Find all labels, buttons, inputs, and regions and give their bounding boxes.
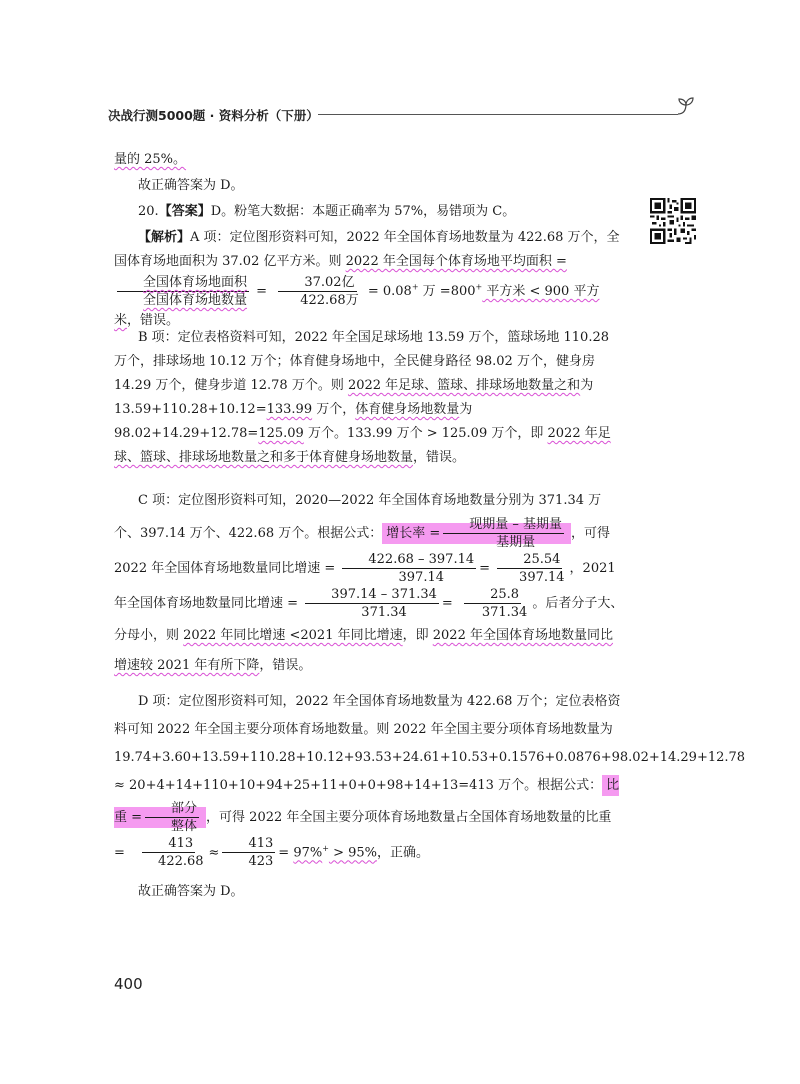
fraction-2022-growth-simplified bbox=[493, 551, 567, 586]
option-b-text: 为 13.59+110.28+10.12= bbox=[114, 378, 594, 417]
fraction-proportion-approx bbox=[222, 835, 275, 870]
option-c-underline: 2022 年全国体育场地数量同比增速较 2021 年有所下降 bbox=[114, 628, 613, 673]
question-number: 20. bbox=[138, 204, 159, 219]
formula-label: 比重 = bbox=[114, 778, 620, 825]
formula-fraction bbox=[145, 800, 199, 835]
option-d-underline: 97% bbox=[293, 845, 323, 861]
fraction-area-per-venue bbox=[117, 274, 249, 309]
option-c-analysis: C 项：定位图形资料可知，2020—2022 年全国体育场地数量分别为 371.34 万个、397.14 万个、422.68 万个。根据公式： 增长率 = $\frac{\text{现期量 – 基期量}}{\text{基期量}}$ ，可得 2022 年全国体育场地数量同比增速 = $\frac{422.68 - 397.14}{397.14}$ = $\frac{25.54}{397.14}$ ，2021 年全国体育场地数量同比增速 = $\frac{397.14 - 371.34}{371.34}$ = $\frac{25.8}{371.34}$ 。后者分子大、分母小，则 2022 年同比增速 <2021 年同比增速，即 2022 年全国体育场地数量同比增速较 2021 年有所下降，错误。 bbox=[114, 493, 624, 673]
option-a-result: = 0.08 bbox=[367, 284, 412, 299]
option-d-analysis bbox=[114, 688, 746, 870]
question-20-answer bbox=[114, 200, 624, 224]
option-b-underline: 2022 年足球、篮球、排球场地数量之和多于体育健身场地数量 bbox=[114, 426, 611, 465]
fraction-numerator: 422.68 – 397.14 bbox=[342, 551, 476, 569]
option-b-underline: 133.99 bbox=[266, 402, 313, 417]
growth-rate-formula bbox=[382, 517, 571, 550]
option-d-text: D 项：定位图形资料可知，2022 年全国体育场地数量为 422.68 万个；定位表格资料可知 2022 年全国主要分项体育场地数量。则 2022 年全国主要分项体育场地数量为 19.74+3.60+13.59+110.28+10.12+93.53+24.61+10.53+0.1576+0.0876+98.02+14.29+12.78 ≈ 20+4+14+110+10+94+25+11+0+0+98+14+13=413 万个。根据公式： bbox=[114, 694, 746, 793]
book-title: 决战行测5000题 · 资料分析（下册） bbox=[108, 108, 319, 123]
option-b-text: B 项：定位表格资料可知，2022 年全国足球场地 13.59 万个，篮球场地 110.28 万个，排球场地 10.12 万个；体育健身场地中，全民健身路径 98.02 万个，健身房 14.29 万个，健身步道 12.78 万个。则 bbox=[114, 330, 610, 393]
formula-fraction bbox=[443, 516, 564, 551]
option-d-conclusion: ，正确。 bbox=[377, 845, 430, 861]
fraction-denominator: 371.34 bbox=[481, 605, 528, 620]
option-a-conclusion: ，错误。 bbox=[127, 313, 180, 328]
option-c-text: ，可得 2022 年全国体育场地数量同比增速 = bbox=[114, 526, 611, 576]
option-b-text: 万个。133.99 万个 > 125.09 万个，即 bbox=[303, 426, 548, 441]
fraction-denominator: 397.14 bbox=[398, 570, 445, 585]
paragraph-continuation bbox=[114, 148, 624, 172]
option-c-text: C 项：定位图形资料可知，2020—2022 年全国体育场地数量分别为 371.34 万个、397.14 万个、422.68 万个。根据公式： bbox=[114, 493, 602, 541]
header-rule bbox=[318, 114, 678, 115]
fraction-denominator: 基期量 bbox=[496, 535, 536, 550]
sprout-icon bbox=[674, 96, 698, 116]
answer-text: D。粉笔大数据：本题正确率为 57%，易错项为 C。 bbox=[210, 204, 516, 219]
analysis-tag: 【解析】 bbox=[138, 230, 191, 245]
answer-tag: 【答案】 bbox=[158, 204, 211, 219]
option-b-underline: 体育健身场地数量 bbox=[355, 402, 460, 417]
option-b-conclusion: ，错误。 bbox=[413, 450, 466, 465]
fraction-numerator: 全国体育场地面积 bbox=[117, 274, 249, 292]
formula-label: 增长率 = bbox=[386, 526, 441, 541]
equals-sign: = bbox=[278, 845, 290, 861]
page-number: 400 bbox=[114, 975, 143, 993]
fraction-denominator: 423 bbox=[248, 854, 274, 870]
option-b-underline: 2022 年足球、篮球、排球场地数量之和 bbox=[347, 378, 581, 393]
option-a-result: 万 =800 bbox=[418, 284, 476, 299]
final-answer-line: 故正确答案为 D。 bbox=[138, 884, 244, 899]
fraction-denominator: 全国体育场地数量 bbox=[143, 293, 248, 308]
option-b-text: 为 98.02+14.29+12.78= bbox=[114, 402, 473, 441]
option-c-text: 。后者分子大、分母小，则 bbox=[114, 596, 624, 643]
option-a-analysis bbox=[114, 226, 624, 333]
option-b-analysis bbox=[114, 326, 624, 470]
option-c-text: ，即 bbox=[402, 628, 433, 643]
superscript: + bbox=[411, 282, 419, 292]
fraction-denominator: 422.68 bbox=[158, 854, 204, 870]
option-a-underline-2: 平方米 < 900 平方米 bbox=[114, 284, 600, 328]
fraction-2021-growth bbox=[305, 586, 439, 621]
running-header bbox=[108, 100, 698, 130]
option-b-underline: 125.09 bbox=[258, 426, 304, 441]
qr-code-icon[interactable] bbox=[650, 198, 696, 244]
fraction-numerator: 现期量 – 基期量 bbox=[443, 516, 564, 534]
equals-sign: = bbox=[256, 284, 268, 299]
option-a-underline-1: 2022 年全国每个体育场地平均面积 = bbox=[345, 254, 567, 269]
fraction-denominator: 422.68万 bbox=[300, 293, 359, 308]
option-c-underline: 2022 年同比增速 <2021 年同比增速 bbox=[183, 628, 403, 643]
approx-sign: ≈ bbox=[208, 845, 220, 861]
option-d-underline: > 95% bbox=[328, 845, 377, 861]
fraction-numerator: 397.14 – 371.34 bbox=[305, 586, 439, 604]
fraction-numerator: 25.54 bbox=[497, 551, 562, 569]
option-b-text: 万个， bbox=[312, 402, 356, 417]
fraction-denominator: 整体 bbox=[171, 819, 198, 834]
option-c-conclusion: ，错误。 bbox=[259, 658, 312, 673]
fraction-denominator: 371.34 bbox=[361, 605, 407, 620]
option-d-text: ，可得 2022 年全国主要分项体育场地数量占全国体育场地数量的比重 = bbox=[114, 810, 612, 861]
fraction-numerator: 413 bbox=[222, 835, 275, 853]
fraction-2022-growth bbox=[342, 551, 476, 586]
fraction-proportion bbox=[132, 835, 206, 870]
superscript: + bbox=[475, 282, 483, 292]
option-a-text: A 项：定位图形资料可知，2022 年全国体育场地数量为 422.68 万个，全国体育场地面积为 37.02 亿平方米。则 bbox=[114, 230, 620, 269]
underlined-text: 量的 25%。 bbox=[114, 152, 187, 167]
fraction-2021-growth-simplified bbox=[456, 586, 530, 621]
fraction-denominator: 397.14 bbox=[519, 570, 565, 585]
option-c-text: ，2021 年全国体育场地数量同比增速 = bbox=[114, 561, 616, 611]
answer-line: 故正确答案为 D。 bbox=[138, 178, 244, 193]
fraction-numerator: 部分 bbox=[145, 800, 199, 818]
fraction-numerator: 37.02亿 bbox=[278, 274, 356, 292]
fraction-values bbox=[274, 274, 361, 309]
fraction-numerator: 413 bbox=[142, 835, 195, 853]
fraction-numerator: 25.8 bbox=[464, 586, 521, 604]
superscript: + bbox=[322, 844, 329, 853]
